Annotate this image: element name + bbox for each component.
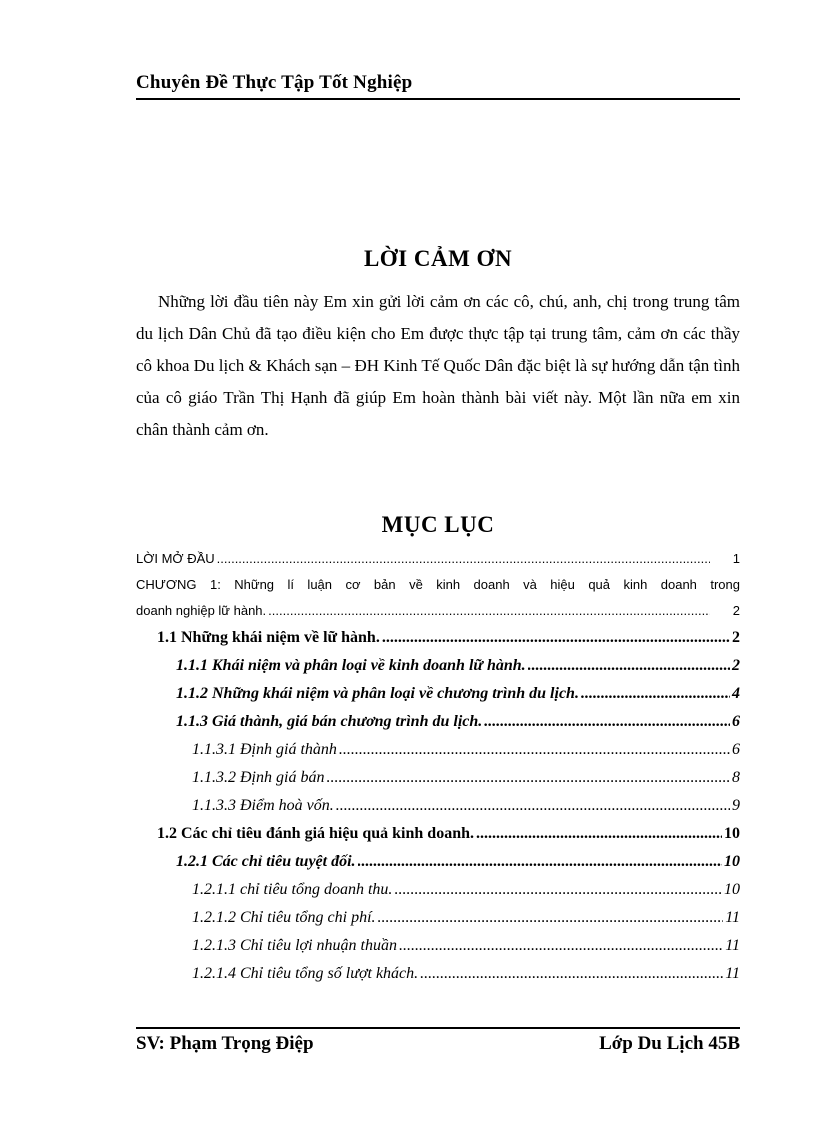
toc-leader-dots (399, 932, 723, 960)
running-header: Chuyên Đề Thực Tập Tốt Nghiệp (136, 72, 413, 93)
toc-entry-label: LỜI MỞ ĐẦU (136, 551, 215, 566)
toc-title: MỤC LỤC (381, 512, 495, 537)
toc-leader-dots (326, 764, 730, 792)
toc-leader-dots (339, 736, 730, 764)
toc-leader-dots (382, 624, 730, 652)
toc-entry-page: 6 (732, 713, 740, 730)
toc-entry-page: 11 (725, 937, 740, 954)
toc-entry[interactable] (136, 708, 740, 736)
toc-entry-label: 1.2.1.1 chỉ tiêu tổng doanh thu. (192, 881, 393, 898)
toc-leader-dots (476, 820, 722, 848)
toc-entry-label: 1.2.1.3 Chỉ tiêu lợi nhuận thuần (192, 937, 397, 954)
toc-entry-page: 11 (725, 965, 740, 982)
toc-entry-label: 1.1 Những khái niệm về lữ hành. (157, 629, 380, 646)
footer-student-name: SV: Phạm Trọng Điệp (136, 1033, 314, 1054)
toc-entry-page: 10 (724, 881, 740, 898)
toc-entry[interactable] (136, 624, 740, 652)
toc-entry[interactable] (136, 904, 740, 932)
toc-entry[interactable] (136, 736, 740, 764)
toc-leader-dots (528, 652, 730, 680)
toc-entry[interactable] (136, 876, 740, 904)
toc-entry[interactable] (136, 932, 740, 960)
toc-entry-label: 1.2.1 Các chỉ tiêu tuyệt đối. (176, 853, 356, 870)
toc-entry[interactable] (136, 680, 740, 708)
toc-entry-page: 2 (732, 603, 740, 618)
toc-entry[interactable] (136, 820, 740, 848)
toc-leader-dots (378, 904, 724, 932)
toc-entry-page: 2 (732, 629, 740, 646)
toc-chapter-line-1: CHƯƠNG 1: Những lí luận cơ bản về kinh doanh và hiệu quả kinh doanh trong (136, 577, 740, 592)
toc-entry[interactable] (136, 764, 740, 792)
toc-entry-label: 1.2.1.2 Chỉ tiêu tổng chi phí. (192, 909, 376, 926)
toc-entry-page: 11 (725, 909, 740, 926)
toc-chapter-line-2: doanh nghiệp lữ hành. (136, 603, 267, 618)
toc-leader-dots (217, 546, 710, 572)
header-rule (136, 98, 740, 100)
toc-entry-label: 1.1.2 Những khái niệm và phân loại về chương trình du lịch. (176, 685, 579, 702)
toc-entry-label: 1.1.3 Giá thành, giá bán chương trình du lịch. (176, 713, 483, 730)
toc-leader-dots (336, 792, 730, 820)
toc-entry-intro[interactable] (136, 546, 740, 572)
toc-entry-label: 1.2.1.4 Chỉ tiêu tổng số lượt khách. (192, 965, 419, 982)
toc-entry-chapter-1[interactable] (136, 572, 740, 624)
toc-entry[interactable] (136, 960, 740, 988)
toc-entry-page: 1 (732, 551, 740, 566)
toc-entry-page: 9 (732, 797, 740, 814)
toc-entry-page: 10 (724, 825, 740, 842)
toc-entry-page: 2 (732, 657, 740, 674)
toc-entry-page: 8 (732, 769, 740, 786)
toc-entry-page: 4 (732, 685, 740, 702)
toc-leader-dots (581, 680, 730, 708)
toc-entry[interactable] (136, 848, 740, 876)
acknowledgement-body: Những lời đầu tiên này Em xin gửi lời cảm ơn các cô, chú, anh, chị trong trung tâm du lịch Dân Chủ đã tạo điều kiện cho Em được thực tập tại trung tâm, cảm ơn các thầy cô khoa Du lịch & Khách sạn – ĐH Kinh Tế Quốc Dân đặc biệt là sự hướng dẫn tận tình của cô giáo Trần Thị Hạnh đã giúp Em hoàn thành bài viết này. Một lần nữa em xin chân thành cảm ơn. (136, 292, 740, 439)
toc-entry-label: 1.1.3.2 Định giá bán (192, 769, 325, 786)
toc-leader-dots (420, 960, 723, 988)
toc-entry-label: 1.1.3.1 Định giá thành (192, 741, 337, 758)
toc-leader-dots (394, 876, 722, 904)
table-of-contents (136, 546, 740, 988)
toc-entry-page: 6 (732, 741, 740, 758)
acknowledgement-title: LỜI CẢM ƠN (363, 246, 513, 271)
toc-entry-page: 10 (724, 853, 740, 870)
toc-entry-label: 1.2 Các chỉ tiêu đánh giá hiệu quả kinh doanh. (157, 825, 474, 842)
toc-entry[interactable] (136, 652, 740, 680)
toc-leader-dots (268, 598, 710, 624)
toc-leader-dots (484, 708, 730, 736)
toc-entry-label: 1.1.3.3 Điểm hoà vốn. (192, 797, 334, 814)
footer-rule (136, 1027, 740, 1029)
toc-entry-label: 1.1.1 Khái niệm và phân loại về kinh doanh lữ hành. (176, 657, 526, 674)
toc-entry[interactable] (136, 792, 740, 820)
footer-class-name: Lớp Du Lịch 45B (599, 1033, 740, 1054)
toc-leader-dots (358, 848, 722, 876)
